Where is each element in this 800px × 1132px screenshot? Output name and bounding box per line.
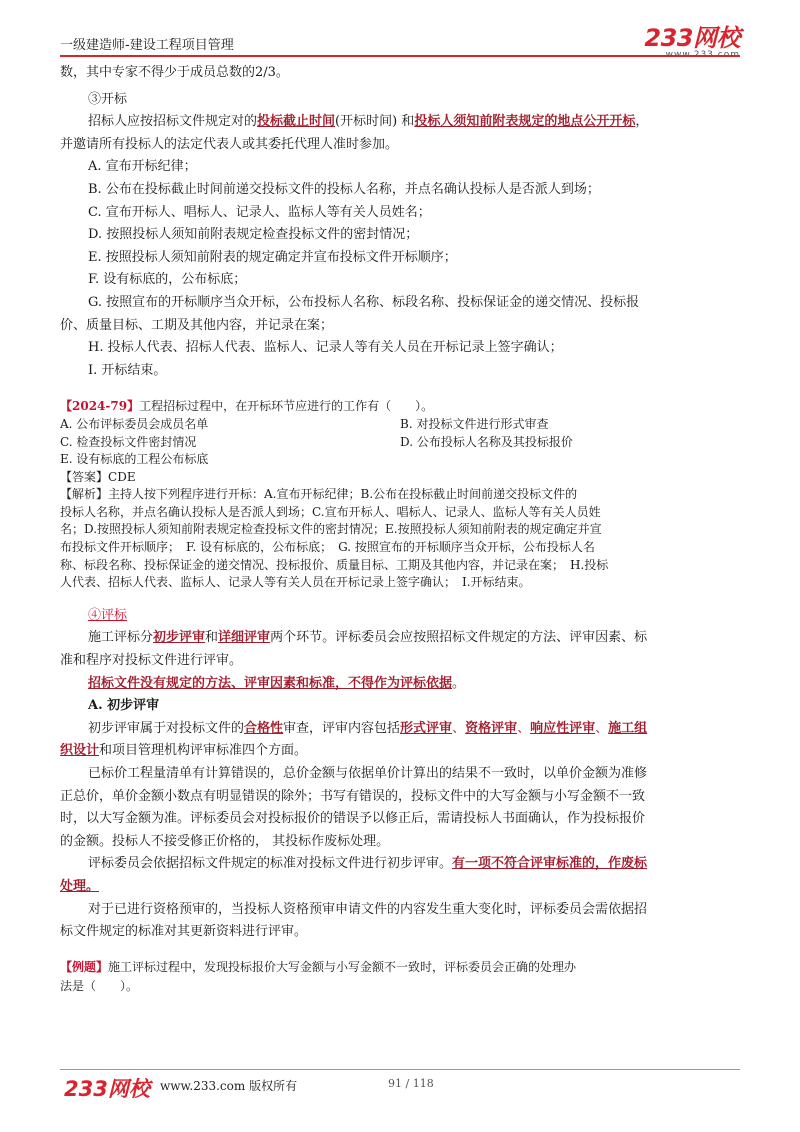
question-tag: 【2024-79】 xyxy=(60,399,140,414)
text-span: 标文件规定的标准对其更新资料进行评审。 xyxy=(60,924,308,940)
continued-text: 数，其中专家不得少于成员总数的2/3。 xyxy=(60,65,289,80)
list-item: G. 按照宣布的开标顺序当众开标，公布投标人名称、标段名称、投标保证金的递交情况、投标报 xyxy=(88,294,640,310)
text-span: 主持人按下列程序进行开标：A.宣布开标纪律；B.公布在投标截止时间前递交投标文件的 xyxy=(108,487,578,502)
text-span: 施工评标过程中，发现投标报价大写金额与小写金额不一致时，评标委员会正确的处理办 xyxy=(108,959,577,974)
text-span: 的金额。投标人不接受修正价格的， 其投标作废标处理。 xyxy=(60,833,390,849)
option-d: D. 公布投标人名称及其投标报价 xyxy=(400,434,573,449)
text-span: 已标价工程量清单有计算错误的，总价金额与依据单价计算出的结果不一致时，以单价金额为准修 xyxy=(88,766,648,781)
text-span: 施工评标分 xyxy=(88,630,154,646)
text-span: 并邀请所有投标人的法定代表人或其委托代理人准时参加。 xyxy=(60,136,399,152)
section-title-bid-evaluation xyxy=(60,605,740,628)
option-c: C. 检查投标文件密封情况 xyxy=(60,434,197,449)
analysis-line: 人代表、招标人代表、监标人、记录人等有关人员在开标记录上签字确认； I.开标结束。 xyxy=(60,575,531,590)
option-row xyxy=(60,416,740,434)
footer-copyright: www.233.com 版权所有 xyxy=(160,1079,298,1093)
list-item: C. 宣布开标人、唱标人、记录人、监标人等有关人员姓名； xyxy=(88,204,431,220)
text-span: 和项目管理机构评审标准四个方面。 xyxy=(99,743,308,759)
list-item: H. 投标人代表、招标人代表、监标人、记录人等有关人员在开标记录上签字确认； xyxy=(88,340,563,356)
question-stem xyxy=(60,398,740,416)
question-stem-continued: 法是（ ）。 xyxy=(60,978,139,993)
page-number: 91 / 118 xyxy=(388,1077,434,1090)
text-span: ， xyxy=(635,114,649,130)
analysis-line: 布投标文件开标顺序； F. 设有标底的，公布标底； G. 按照宣布的开标顺序当众开标，公布投标人名 xyxy=(60,540,595,555)
option-e: E. 设有标底的工程公布标底 xyxy=(60,452,209,467)
exam-question-2024-79 xyxy=(60,398,740,592)
paragraph-preliminary xyxy=(60,718,740,763)
text-span: 初步评审属于对投标文件的 xyxy=(88,720,245,736)
list-item: I. 开标结束。 xyxy=(88,362,167,378)
question-tag: 【例题】 xyxy=(60,959,109,974)
key-term: 投标人须知前附表规定的地点公开开标 xyxy=(414,114,636,130)
option-a: A. 公布评标委员会成员名单 xyxy=(60,416,209,431)
key-term: 有一项不符合评审标准的，作废标 xyxy=(452,856,648,872)
brand-logo-text: 233网校 xyxy=(644,24,740,52)
brand-logo xyxy=(644,18,740,60)
text-span: 和 xyxy=(205,630,219,646)
option-b: B. 对投标文件进行形式审查 xyxy=(400,416,549,431)
analysis-line: 名；D.按照投标人须知前附表规定检查投标文件的密封情况；E.按照投标人须知前附表的规定确定并宣 xyxy=(60,522,602,537)
subsection-title-preliminary: A. 初步评审 xyxy=(88,698,160,714)
list-item: A. 宣布开标纪律； xyxy=(88,159,197,175)
footer-logo: 233网校 xyxy=(64,1077,150,1101)
key-term: 响应性评审 xyxy=(530,720,596,736)
paragraph-prequalification xyxy=(60,899,740,944)
paragraph-bid-opening xyxy=(60,111,740,156)
brand-logo-url: www.233.com xyxy=(665,50,740,60)
answer xyxy=(60,469,740,487)
key-term: 处理。 xyxy=(60,878,100,894)
text-span: 、 xyxy=(595,720,609,736)
question-stem xyxy=(60,958,740,977)
option-row xyxy=(60,434,740,452)
paragraph-evaluation xyxy=(60,627,740,672)
text-span: 准和程序对投标文件进行评审。 xyxy=(60,653,243,669)
section-title-bid-opening: ③开标 xyxy=(88,91,128,107)
document-header-title: 一级建造师-建设工程项目管理 xyxy=(60,38,234,53)
paragraph-preliminary-rule xyxy=(60,853,740,898)
text-span: 、 xyxy=(517,720,531,736)
example-question xyxy=(60,958,740,996)
text-span: 招标人应按招标文件规定对的 xyxy=(88,114,258,130)
header-divider xyxy=(60,55,740,57)
answer-label: 【答案】 xyxy=(60,469,109,484)
page-content xyxy=(60,62,740,996)
text-span: 正总价，单价金额小数点有明显错误的除外；书写有错误的，投标文件中的大写金额与小写金额不一致 xyxy=(60,788,646,804)
text-span: 工程招标过程中，在开标环节应进行的工作有（ ）。 xyxy=(139,399,434,414)
footer-divider xyxy=(60,1069,740,1070)
list-item: E. 按照投标人须知前附表的规定确定并宣布投标文件开标顺序； xyxy=(88,249,457,265)
key-term: 招标文件没有规定的方法、评审因素和标准，不得作为评标依据 xyxy=(88,675,453,691)
text-span: 审查，评审内容包括 xyxy=(283,720,401,736)
analysis-line: 投标人名称，并点名确认投标人是否派人到场；C.宣布开标人、唱标人、记录人、监标人等有关人员姓 xyxy=(60,504,601,519)
key-term: 投标截止时间 xyxy=(257,114,336,130)
list-item: D. 按照投标人须知前附表规定检查投标文件的密封情况； xyxy=(88,227,419,243)
key-term: 织设计 xyxy=(60,743,100,759)
list-item-continued: 价、质量目标、工期及其他内容，并记录在案； xyxy=(60,317,334,333)
text-span: 对于已进行资格预审的，当投标人资格预审申请文件的内容发生重大变化时，评标委员会需依据招 xyxy=(88,901,648,917)
key-term: 资格评审 xyxy=(465,720,518,736)
analysis-label: 【解析】 xyxy=(60,487,109,502)
list-item: F. 设有标底的，公布标底； xyxy=(88,272,247,288)
answer-value: CDE xyxy=(108,469,136,484)
paragraph-evaluation-basis xyxy=(60,673,740,696)
text-span: 、 xyxy=(452,720,466,736)
text-span: 。 xyxy=(452,675,466,691)
text-span: 评标委员会依据招标文件规定的标准对投标文件进行初步评审。 xyxy=(88,856,453,872)
key-term: 合格性 xyxy=(244,720,284,736)
paragraph-price-correction xyxy=(60,763,740,853)
analysis-line: 称、标段名称、投标保证金的递交情况、投标报价、质量目标、工期及其他内容，并记录在案； H.投标 xyxy=(60,557,609,572)
key-term: 施工组 xyxy=(608,720,648,736)
text-span: 两个环节。评标委员会应按照招标文件规定的方法、评审因素、标 xyxy=(270,630,648,646)
list-item: B. 公布在投标截止时间前递交投标文件的投标人名称，并点名确认投标人是否派人到场； xyxy=(88,181,600,197)
text-span: 时，以大写金额为准。评标委员会对投标报价的错误予以修正后，需请投标人书面确认，作为投标报价 xyxy=(60,811,646,827)
section-title-text: ④评标 xyxy=(88,607,128,623)
key-term: 初步评审 xyxy=(153,630,206,646)
text-span: (开标时间) 和 xyxy=(335,114,415,130)
analysis-line xyxy=(60,486,740,504)
key-term: 形式评审 xyxy=(400,720,453,736)
key-term: 详细评审 xyxy=(218,630,271,646)
